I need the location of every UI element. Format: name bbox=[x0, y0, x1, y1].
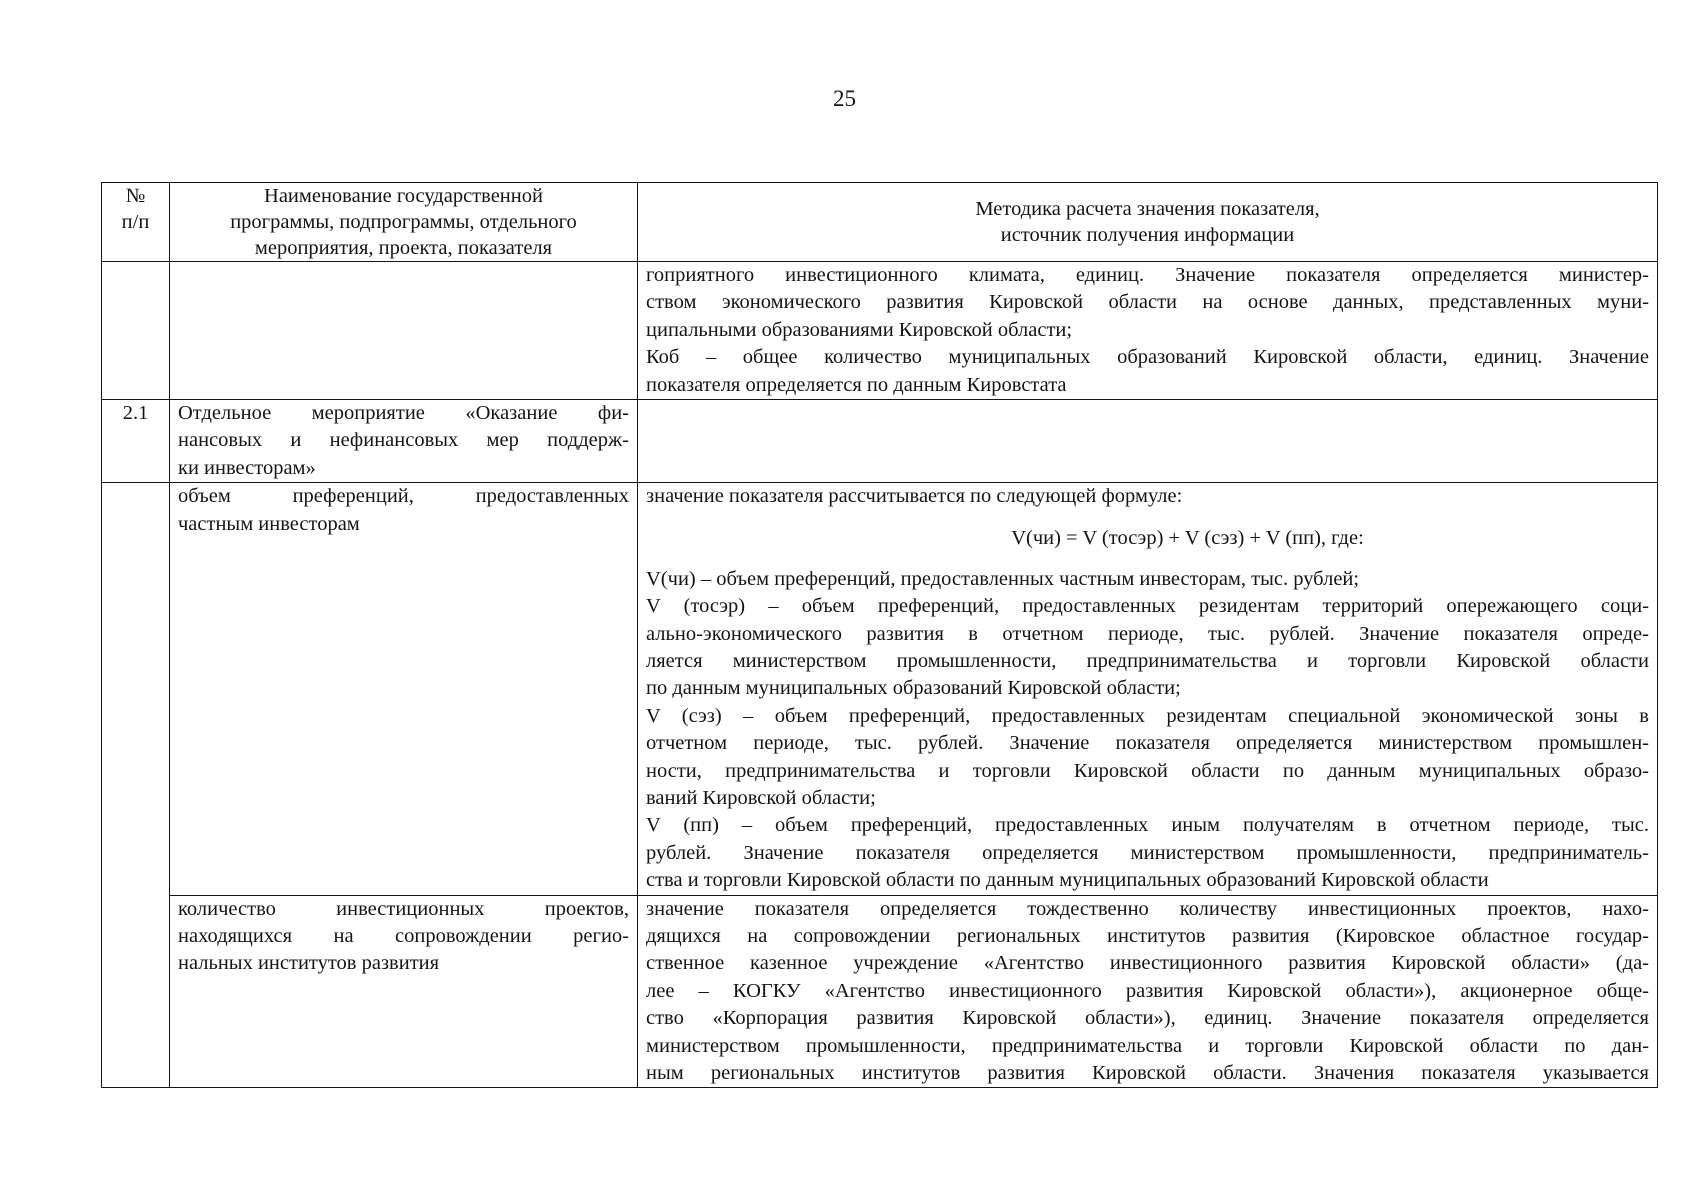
header-number-cell bbox=[102, 183, 170, 262]
method-line: V (пп) – объем преференций, предоставленных иным получателям в отчетном периоде, тыс. bbox=[646, 814, 1649, 837]
header-name-line: программы, подпрограммы, отдельного bbox=[230, 211, 577, 233]
number-cell bbox=[102, 399, 170, 482]
method-line: отчетном периоде, тыс. рублей. Значение показателя определяется министерством промышлен- bbox=[646, 732, 1649, 755]
name-line: частным инвесторам bbox=[178, 512, 360, 535]
method-cell bbox=[638, 483, 1658, 895]
header-method-line: источник получения информации bbox=[1000, 224, 1295, 246]
name-line: Отдельное мероприятие «Оказание фи- bbox=[178, 401, 629, 424]
method-line: ством экономического развития Кировской области на основе данных, представленных муни- bbox=[646, 291, 1649, 314]
number-cell-empty bbox=[102, 483, 170, 1088]
table-row-2-1 bbox=[102, 399, 1658, 482]
header-name-line: Наименование государственной bbox=[264, 185, 543, 207]
method-line: по данным муниципальных образований Кировской области; bbox=[646, 677, 1181, 700]
number-cell-empty bbox=[102, 262, 170, 400]
method-cell-empty bbox=[638, 399, 1658, 482]
table-row-preferences-volume bbox=[102, 483, 1658, 895]
table-row-continuation bbox=[102, 262, 1658, 400]
name-line: находящихся на сопровождении регио- bbox=[178, 924, 629, 947]
name-cell bbox=[170, 399, 638, 482]
name-line: ки инвесторам» bbox=[178, 456, 316, 479]
name-cell bbox=[170, 895, 638, 1088]
name-line: нальных институтов развития bbox=[178, 952, 440, 975]
method-line: Коб – общее количество муниципальных образований Кировской области, единиц. Значение bbox=[646, 346, 1649, 369]
method-line: ным региональных институтов развития Кировской области. Значения показателя указывается bbox=[646, 1061, 1649, 1084]
method-line: ципальными образованиями Кировской области; bbox=[646, 318, 1073, 341]
header-name-line: мероприятия, проекта, показателя bbox=[254, 237, 553, 259]
header-method-cell bbox=[638, 183, 1658, 262]
method-line: показателя определяется по данным Кировстата bbox=[646, 373, 1067, 396]
name-cell-empty bbox=[170, 262, 638, 400]
method-line: ности, предпринимательства и торговли Кировской области по данным муниципальных образо- bbox=[646, 759, 1649, 782]
row-number: 2.1 bbox=[122, 401, 149, 424]
method-line: ство «Корпорация развития Кировской области»), единиц. Значение показателя определяется bbox=[646, 1007, 1649, 1030]
name-line: объем преференций, предоставленных bbox=[178, 485, 629, 508]
method-line: дящихся на сопровождении региональных институтов развития (Кировское областное государ- bbox=[646, 924, 1649, 947]
spacer bbox=[646, 552, 1649, 566]
name-line: количество инвестиционных проектов, bbox=[178, 897, 629, 920]
method-line: V (сэз) – объем преференций, предоставленных резидентам специальной экономической зоны в bbox=[646, 704, 1649, 727]
method-line: ства и торговли Кировской области по данным муниципальных образований Кировской области bbox=[646, 869, 1489, 892]
formula-intro: значение показателя рассчитывается по следующей формуле: bbox=[646, 485, 1183, 508]
spacer bbox=[646, 511, 1649, 525]
method-line: ально-экономического развития в отчетном периоде, тыс. рублей. Значение показателя опреде- bbox=[646, 622, 1649, 645]
formula: V(чи) = V (тосэр) + V (сэз) + V (пп), где: bbox=[1011, 526, 1364, 549]
table-header-row bbox=[102, 183, 1658, 262]
method-line: лее – КОГКУ «Агентство инвестиционного развития Кировской области»), акционерное обще- bbox=[646, 979, 1649, 1002]
method-cell bbox=[638, 895, 1658, 1088]
method-line: ственное казенное учреждение «Агентство инвестиционного развития Кировской области» (да- bbox=[646, 952, 1649, 975]
method-line: министерством промышленности, предпринимательства и торговли Кировской области по дан- bbox=[646, 1034, 1649, 1057]
method-line: ляется министерством промышленности, предпринимательства и торговли Кировской области bbox=[646, 650, 1649, 673]
header-number-line: № bbox=[125, 185, 146, 207]
name-cell bbox=[170, 483, 638, 895]
table-row-investment-projects bbox=[102, 895, 1658, 1088]
method-cell bbox=[638, 262, 1658, 400]
name-line: нансовых и нефинансовых мер поддерж- bbox=[178, 429, 629, 452]
page-number: 25 bbox=[833, 86, 856, 111]
method-line: V (тосэр) – объем преференций, предоставленных резидентам территорий опережающего соци- bbox=[646, 595, 1649, 618]
method-line: V(чи) – объем преференций, предоставленных частным инвесторам, тыс. рублей; bbox=[646, 567, 1360, 590]
header-name-cell bbox=[170, 183, 638, 262]
method-line: гоприятного инвестиционного климата, единиц. Значение показателя определяется министер- bbox=[646, 264, 1649, 286]
indicator-methodology-table bbox=[101, 182, 1658, 1088]
method-line: значение показателя определяется тождественно количеству инвестиционных проектов, нахо- bbox=[646, 897, 1649, 920]
method-line: рублей. Значение показателя определяется министерством промышленности, предприниматель- bbox=[646, 841, 1649, 864]
header-number-line: п/п bbox=[121, 211, 150, 233]
header-method-line: Методика расчета значения показателя, bbox=[975, 198, 1320, 220]
method-line: ваний Кировской области; bbox=[646, 787, 876, 810]
